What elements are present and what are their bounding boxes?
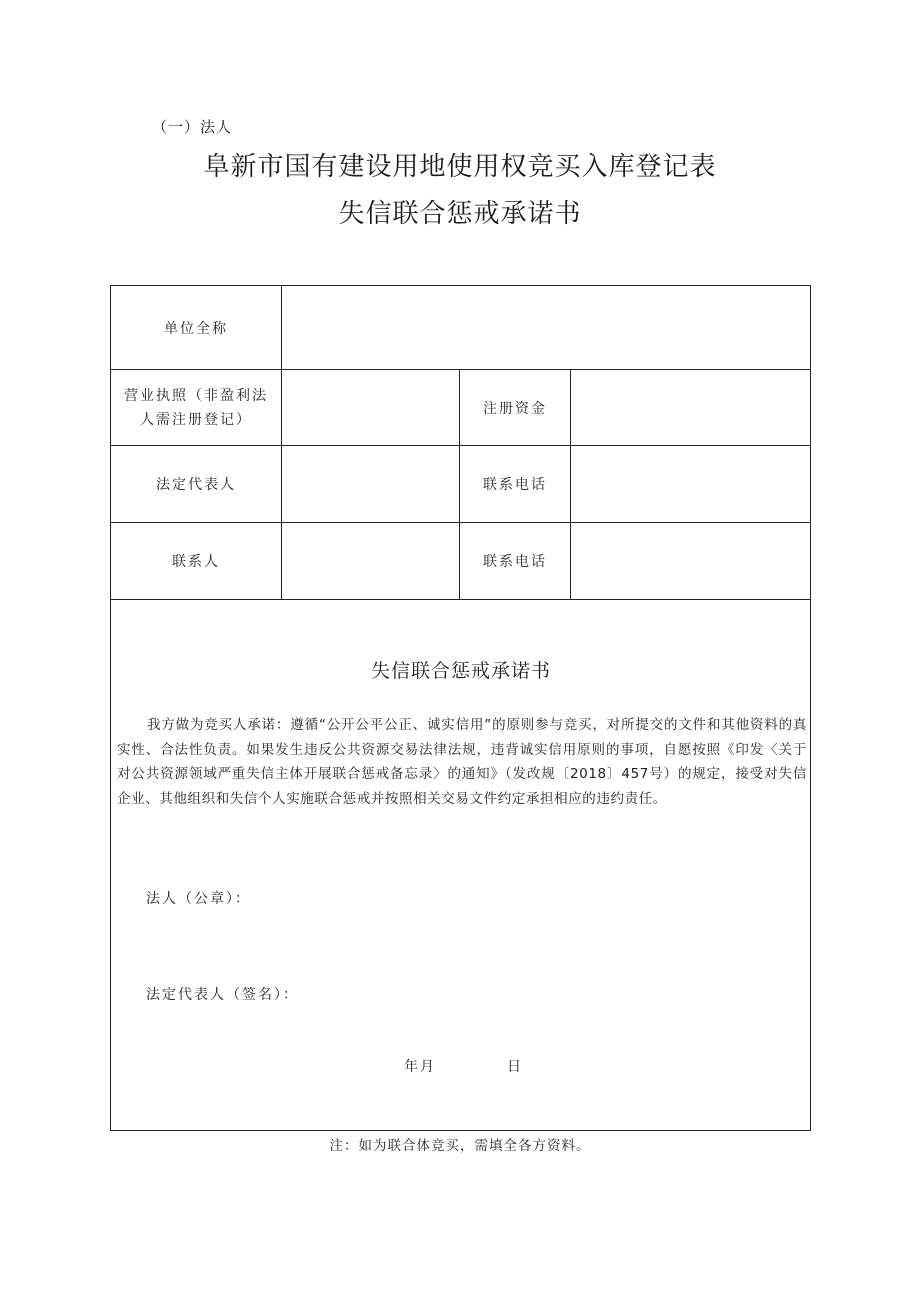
section-label: （一）法人 [152,118,233,136]
registration-form-table [110,285,811,1131]
date-year-month[interactable]: 年月 [404,1059,436,1075]
pledge-title: 失信联合惩戒承诺书 [370,660,551,682]
unit-name-label: 单位全称 [111,286,282,370]
legal-rep-field[interactable] [282,446,460,523]
table-row [111,446,811,523]
business-license-field[interactable] [282,370,460,446]
pledge-section [111,600,810,1130]
document-title: 阜新市国有建设用地使用权竞买入库登记表 [203,152,717,182]
legal-rep-label: 法定代表人 [111,446,282,523]
legal-rep-phone-label: 联系电话 [460,446,571,523]
footnote: 注：如为联合体竞买，需填全各方资料。 [329,1138,591,1154]
legal-rep-phone-field[interactable] [571,446,811,523]
contact-phone-field[interactable] [571,523,811,600]
unit-name-field[interactable] [282,286,811,370]
table-row [111,370,811,446]
business-license-label: 营业执照（非盈利法人需注册登记） [111,370,282,446]
contact-phone-label: 联系电话 [460,523,571,600]
contact-field[interactable] [282,523,460,600]
legal-person-seal-line[interactable]: 法人（公章）： [146,891,251,907]
document-subtitle: 失信联合惩戒承诺书 [338,199,582,229]
contact-label: 联系人 [111,523,282,600]
pledge-body: 我方做为竞买人承诺：遵循“公开公平公正、诚实信用”的原则参与竞买，对所提交的文件和其他资料的真实性、合法性负责。如果发生违反公共资源交易法律法规，违背诚实信用原则的事项，自愿按照《印发〈关于对公共资源领域严重失信主体开展联合惩戒备忘录〉的通知》（发改规〔2018〕457号）的规定，接受对失信企业、其他组织和失信个人实施联合惩戒并按照相关交易文件约定承担相应的违约责任。 [117,717,807,807]
table-row [111,600,811,1131]
pledge-cell [111,600,811,1131]
date-day[interactable]: 日 [507,1059,523,1075]
table-row [111,286,811,370]
registered-capital-label: 注册资金 [460,370,571,446]
legal-rep-signature-line[interactable]: 法定代表人（签名）： [146,987,299,1003]
registered-capital-field[interactable] [571,370,811,446]
table-row [111,523,811,600]
